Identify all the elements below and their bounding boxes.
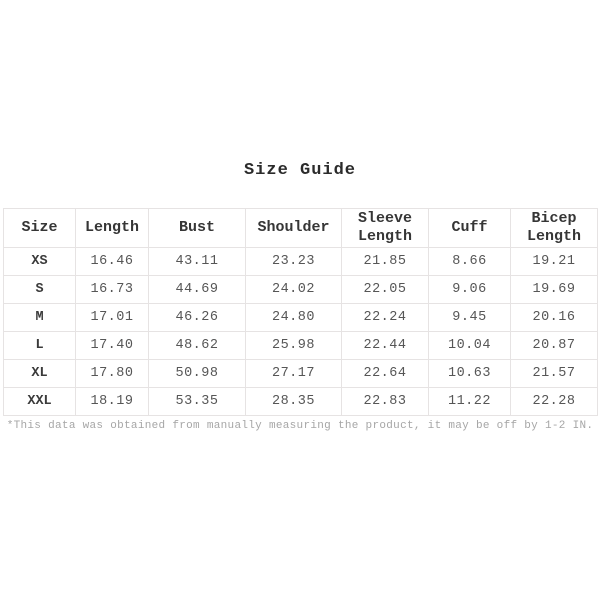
shoulder-cell: 24.02: [246, 276, 342, 304]
size-cell: XS: [4, 248, 76, 276]
bust-cell: 43.11: [149, 248, 246, 276]
bicep-length-cell: 19.69: [511, 276, 598, 304]
length-cell: 17.40: [76, 332, 149, 360]
cuff-cell: 9.06: [429, 276, 511, 304]
size-cell: S: [4, 276, 76, 304]
column-header-bicep-length: Bicep Length: [511, 209, 598, 248]
size-cell: L: [4, 332, 76, 360]
bicep-length-cell: 19.21: [511, 248, 598, 276]
table-row-xs: [4, 248, 598, 276]
column-header-length: Length: [76, 209, 149, 248]
measurement-disclaimer: *This data was obtained from manually measuring the product, it may be off by 1-2 IN.: [6, 420, 594, 432]
length-cell: 16.73: [76, 276, 149, 304]
table-row-xxl: [4, 388, 598, 416]
column-header-bust: Bust: [149, 209, 246, 248]
cuff-cell: 10.63: [429, 360, 511, 388]
shoulder-cell: 25.98: [246, 332, 342, 360]
table-header-row: [4, 209, 598, 248]
bust-cell: 48.62: [149, 332, 246, 360]
shoulder-cell: 24.80: [246, 304, 342, 332]
column-header-cuff: Cuff: [429, 209, 511, 248]
sleeve-length-cell: 22.83: [342, 388, 429, 416]
sleeve-length-cell: 22.05: [342, 276, 429, 304]
length-cell: 18.19: [76, 388, 149, 416]
cuff-cell: 11.22: [429, 388, 511, 416]
cuff-cell: 9.45: [429, 304, 511, 332]
cuff-cell: 10.04: [429, 332, 511, 360]
bust-cell: 50.98: [149, 360, 246, 388]
bust-cell: 53.35: [149, 388, 246, 416]
bust-cell: 46.26: [149, 304, 246, 332]
cuff-cell: 8.66: [429, 248, 511, 276]
table-row-xl: [4, 360, 598, 388]
size-cell: XL: [4, 360, 76, 388]
bicep-length-cell: 22.28: [511, 388, 598, 416]
bust-cell: 44.69: [149, 276, 246, 304]
bicep-length-cell: 21.57: [511, 360, 598, 388]
length-cell: 17.80: [76, 360, 149, 388]
column-header-size: Size: [4, 209, 76, 248]
sleeve-length-cell: 22.44: [342, 332, 429, 360]
size-cell: XXL: [4, 388, 76, 416]
table-row-l: [4, 332, 598, 360]
length-cell: 17.01: [76, 304, 149, 332]
page-title: Size Guide: [243, 161, 357, 180]
size-cell: M: [4, 304, 76, 332]
sleeve-length-cell: 22.24: [342, 304, 429, 332]
column-header-sleeve-length: Sleeve Length: [342, 209, 429, 248]
shoulder-cell: 28.35: [246, 388, 342, 416]
length-cell: 16.46: [76, 248, 149, 276]
size-guide-table: [3, 208, 598, 416]
sleeve-length-cell: 21.85: [342, 248, 429, 276]
shoulder-cell: 23.23: [246, 248, 342, 276]
bicep-length-cell: 20.16: [511, 304, 598, 332]
table-row-s: [4, 276, 598, 304]
column-header-shoulder: Shoulder: [246, 209, 342, 248]
sleeve-length-cell: 22.64: [342, 360, 429, 388]
table-row-m: [4, 304, 598, 332]
shoulder-cell: 27.17: [246, 360, 342, 388]
bicep-length-cell: 20.87: [511, 332, 598, 360]
